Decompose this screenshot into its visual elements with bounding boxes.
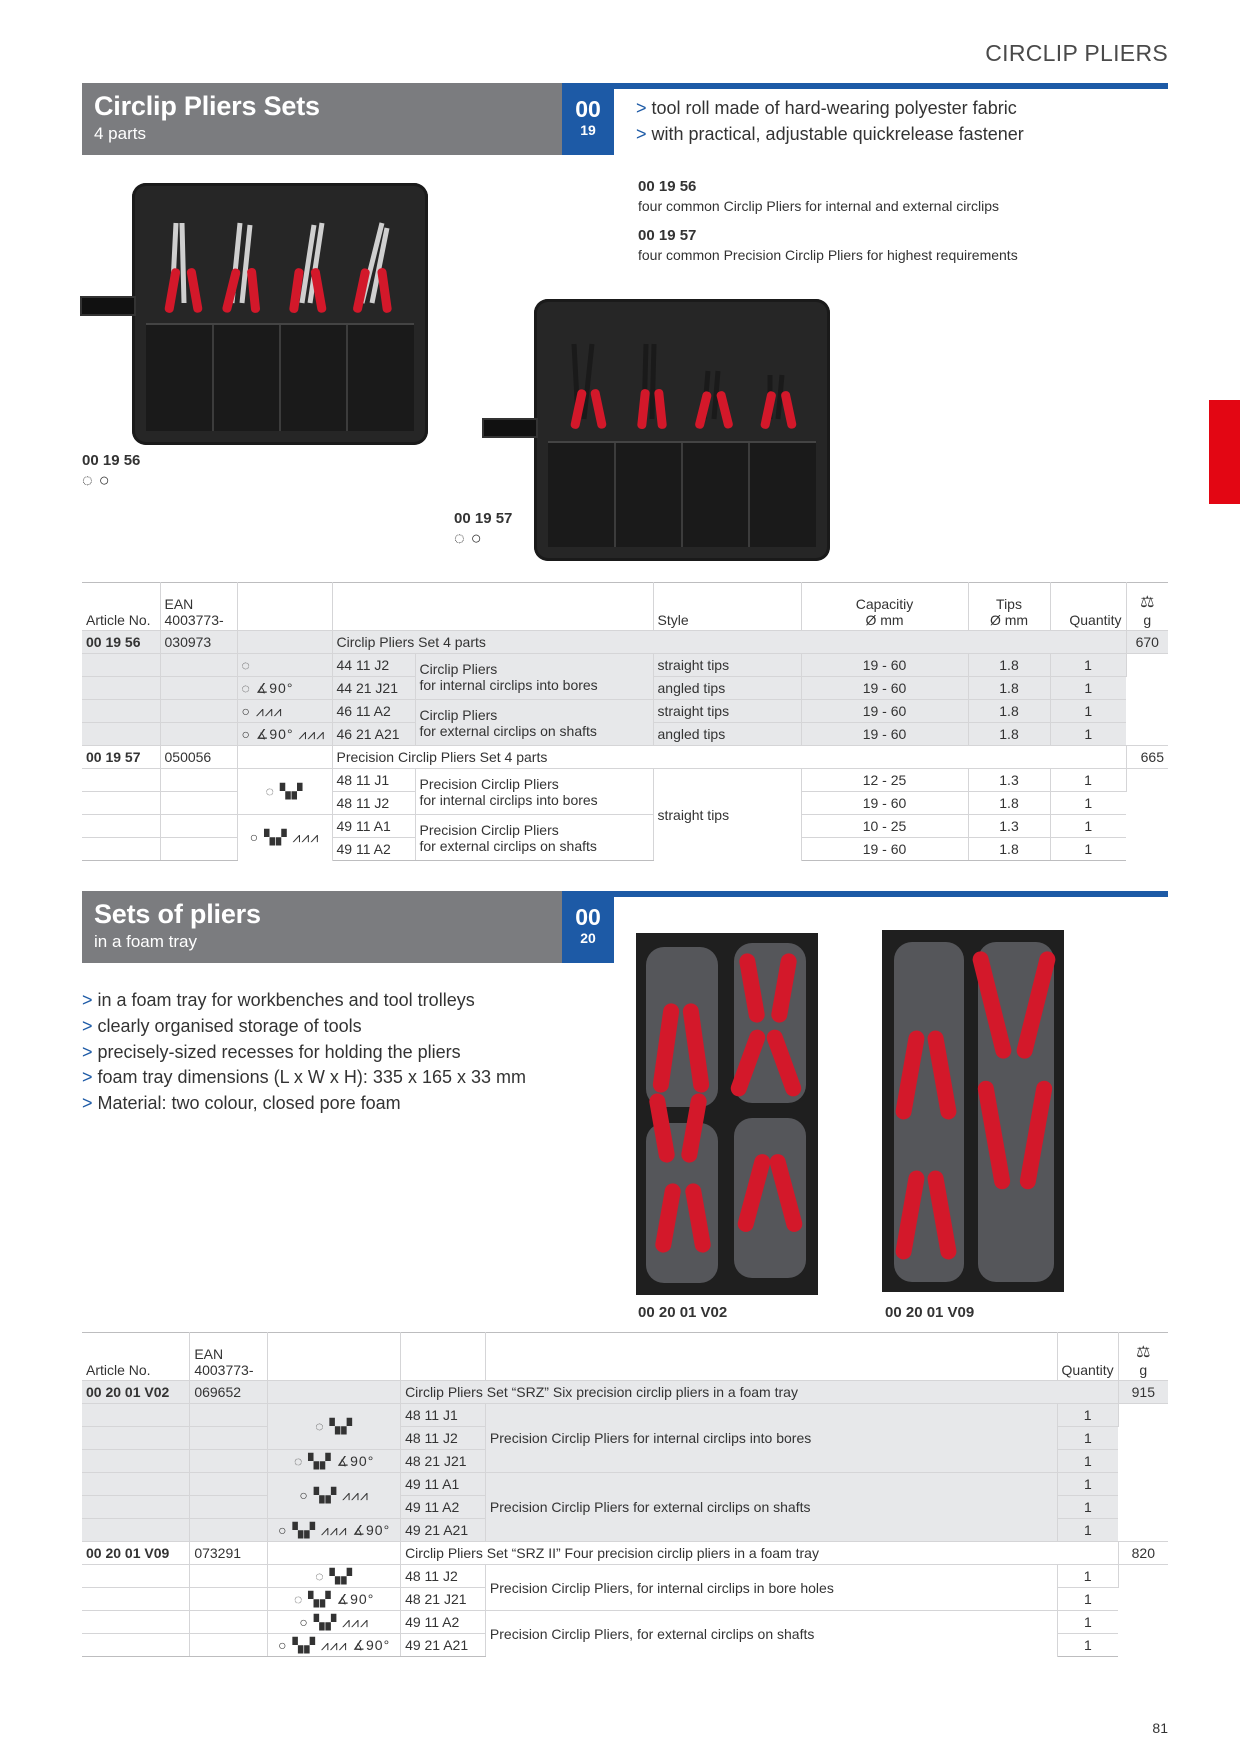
spec-table-1 [82, 582, 1168, 861]
table-row: ○ ∡90° ⩘⩘⩘ 46 21 A21 for external circlips on shafts angled tips 19 - 60 1.8 1 [82, 723, 1168, 746]
variant-desc: four common Precision Circlip Pliers for highest requirements [638, 247, 1018, 263]
table-row: ○ ▚▞ ⩘⩘⩘ 49 11 A1 Precision Circlip Pliers 10 - 25 1.3 1 [82, 815, 1168, 838]
section2-bullet: > foam tray dimensions (L x W x H): 335 x 165 x 33 mm [82, 1067, 526, 1087]
weight-header: ⚖ g [1118, 1333, 1168, 1381]
table-row: ◌ 44 11 J2 Circlip Pliers straight tips 19 - 60 1.8 1 [82, 654, 1168, 677]
foam-tray-image-v02 [636, 933, 818, 1295]
col-header: Article No. [82, 1333, 190, 1381]
table-header-row [82, 583, 1168, 631]
variant-code: 00 19 56 [638, 178, 697, 195]
section1-header [82, 83, 562, 155]
table-row: ○ ▚▞ ⩘⩘⩘ 49 11 A1 Precision Circlip Pliers for external circlips on shafts 1 [82, 1473, 1168, 1496]
col-header: Quantity [1050, 583, 1126, 631]
image-label: 00 19 56 [82, 452, 141, 469]
table-row: ◌ ▚▞ ∡90° 48 21 J21 1 [82, 1450, 1168, 1473]
weight-header: ⚖ g [1126, 583, 1168, 631]
table-row: 48 11 J2 for internal circlips into bores 19 - 60 1.8 1 [82, 792, 1168, 815]
table-row: ○ ▚▞ ⩘⩘⩘ ∡90° 49 21 A21 1 [82, 1634, 1168, 1657]
section1-bullet: > tool roll made of hard-wearing polyester fabric [636, 98, 1017, 118]
col-header: Article No. [82, 583, 160, 631]
table-row: ◌ ▚▞ 48 11 J2 Precision Circlip Pliers, for internal circlips in bore holes 1 [82, 1565, 1168, 1588]
col-header: Quantity [1057, 1333, 1118, 1381]
tool-roll-image-001957 [534, 299, 830, 561]
section1-subtitle: 4 parts [94, 124, 146, 143]
table-row: ○ ▚▞ ⩘⩘⩘ ∡90° 49 21 A21 1 [82, 1519, 1168, 1542]
col-header: Style [653, 583, 801, 631]
section1-rule [614, 83, 1168, 89]
buckle-icon [482, 418, 538, 438]
variant-desc: four common Circlip Pliers for internal and external circlips [638, 198, 1000, 214]
section1-code [562, 83, 614, 155]
spec-table-2 [82, 1332, 1168, 1657]
table-row: ◌ ▚▞ 48 11 J1 Precision Circlip Pliers for internal circlips into bores 1 [82, 1404, 1168, 1427]
circlip-icon: ◌○ [82, 470, 116, 490]
scale-icon: ⚖ [1140, 594, 1155, 611]
circlip-icon: ◌○ [454, 528, 488, 548]
col-header: Capacitiy Ø mm [801, 583, 968, 631]
table-row: 48 11 J2 1 [82, 1427, 1168, 1450]
section2-bullet: > clearly organised storage of tools [82, 1016, 362, 1036]
section2-bullet: > Material: two colour, closed pore foam [82, 1093, 401, 1113]
table-row: 00 19 57 050056 Precision Circlip Pliers Set 4 parts 665 [82, 746, 1168, 769]
image-label: 00 19 57 [454, 510, 513, 527]
section2-subtitle: in a foam tray [94, 932, 197, 951]
table-row: ○ ⩘⩘⩘ 46 11 A2 Circlip Pliers straight tips 19 - 60 1.8 1 [82, 700, 1168, 723]
page-title: CIRCLIP PLIERS [985, 40, 1168, 66]
roll-pockets [548, 441, 816, 547]
table-row: 49 11 A2 for external circlips on shafts 19 - 60 1.8 1 [82, 838, 1168, 861]
col-header: EAN 4003773- [160, 583, 237, 631]
section2-title: Sets of pliers [94, 899, 261, 929]
image-label: 00 20 01 V09 [885, 1304, 975, 1321]
section2-header [82, 891, 562, 963]
scale-icon: ⚖ [1136, 1344, 1151, 1361]
table-row: ○ ▚▞ ⩘⩘⩘ 49 11 A2 Precision Circlip Pliers, for external circlips on shafts 1 [82, 1611, 1168, 1634]
table-header-row [82, 1333, 1168, 1381]
col-header: EAN 4003773- [190, 1333, 268, 1381]
table-row: 00 19 56 030973 Circlip Pliers Set 4 parts 670 [82, 631, 1168, 654]
variant-code: 00 19 57 [638, 227, 697, 244]
section1-code-big: 00 [575, 96, 601, 122]
chapter-tab [1209, 400, 1240, 504]
image-label: 00 20 01 V02 [638, 1304, 728, 1321]
section1-bullet: > with practical, adjustable quickrelease fastener [636, 124, 1024, 144]
table-row: ◌ ▚▞ ∡90° 48 21 J21 1 [82, 1588, 1168, 1611]
section1-code-small: 19 [580, 122, 596, 138]
section2-code-big: 00 [575, 904, 601, 930]
table-row: 49 11 A2 1 [82, 1496, 1168, 1519]
section2-bullet: > in a foam tray for workbenches and tool trolleys [82, 990, 475, 1010]
section1-title: Circlip Pliers Sets [94, 91, 320, 121]
table-row: 00 20 01 V02 069652 Circlip Pliers Set “SRZ” Six precision circlip pliers in a foam tray 915 [82, 1381, 1168, 1404]
section2-code [562, 891, 614, 963]
roll-pockets [146, 323, 414, 431]
section2-rule [614, 891, 1168, 897]
foam-tray-image-v09 [882, 930, 1064, 1292]
tool-roll-image-001956 [132, 183, 428, 445]
table-row: 00 20 01 V09 073291 Circlip Pliers Set “SRZ II” Four precision circlip pliers in a foam tray 820 [82, 1542, 1168, 1565]
buckle-icon [80, 296, 136, 316]
table-row: ◌ ∡90° 44 21 J21 for internal circlips into bores angled tips 19 - 60 1.8 1 [82, 677, 1168, 700]
page-number: 81 [1152, 1720, 1168, 1736]
table-row: ◌ ▚▞ 48 11 J1 Precision Circlip Pliers straight tips 12 - 25 1.3 1 [82, 769, 1168, 792]
col-header: Tips Ø mm [968, 583, 1050, 631]
section2-code-small: 20 [580, 930, 596, 946]
section2-bullet: > precisely-sized recesses for holding the pliers [82, 1042, 461, 1062]
